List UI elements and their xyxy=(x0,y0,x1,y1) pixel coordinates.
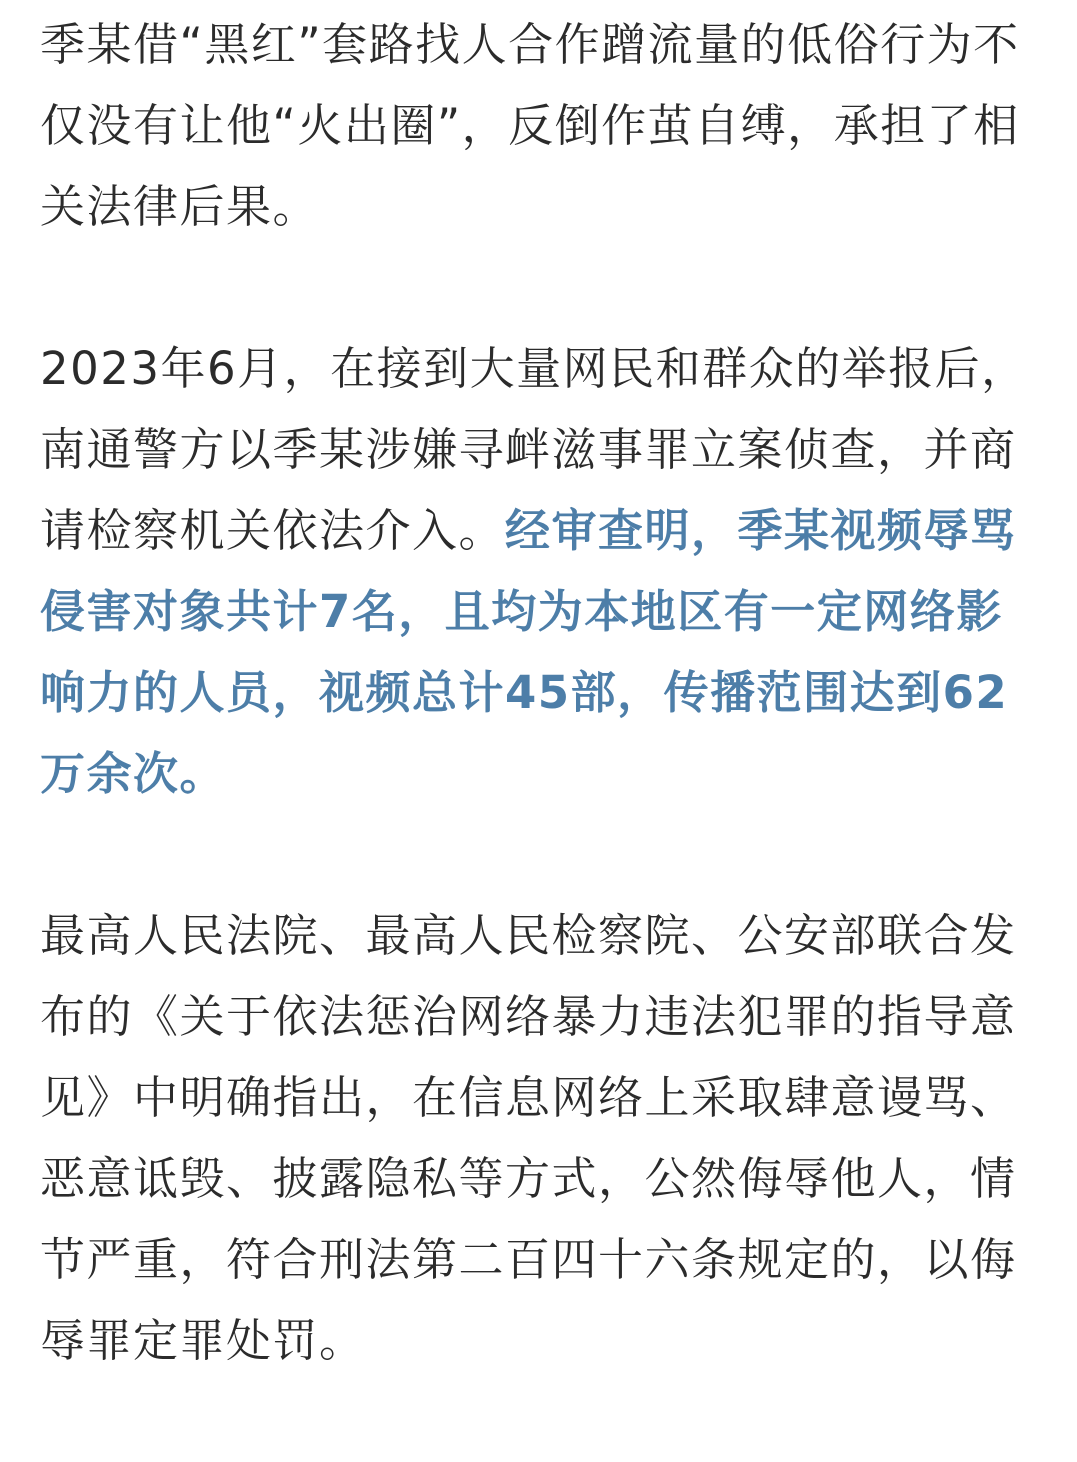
paragraph-3 xyxy=(40,895,1040,1381)
paragraph-2-highlight: 经审查明，季某视频辱骂侵害对象共计7名，且均为本地区有一定网络影响力的人员，视频总计45部，传播范围达到62万余次。 xyxy=(40,504,1017,800)
paragraph-1-text: 季某借“黑红”套路找人合作蹭流量的低俗行为不仅没有让他“火出圈”，反倒作茧自缚，承担了相关法律后果。 xyxy=(40,18,1020,233)
article-body xyxy=(40,4,1040,1381)
paragraph-2 xyxy=(40,328,1040,814)
paragraph-2-text: 2023年6月，在接到大量网民和群众的举报后，南通警方以季某涉嫌寻衅滋事罪立案侦查，并商请检察机关依法介入。 xyxy=(40,342,1028,557)
paragraph-3-text: 最高人民法院、最高人民检察院、公安部联合发布的《关于依法惩治网络暴力违法犯罪的指导意见》中明确指出，在信息网络上采取肆意谩骂、恶意诋毁、披露隐私等方式，公然侮辱他人，情节严重，符合刑法第二百四十六条规定的，以侮辱罪定罪处罚。 xyxy=(40,909,1017,1367)
paragraph-1 xyxy=(40,4,1040,247)
